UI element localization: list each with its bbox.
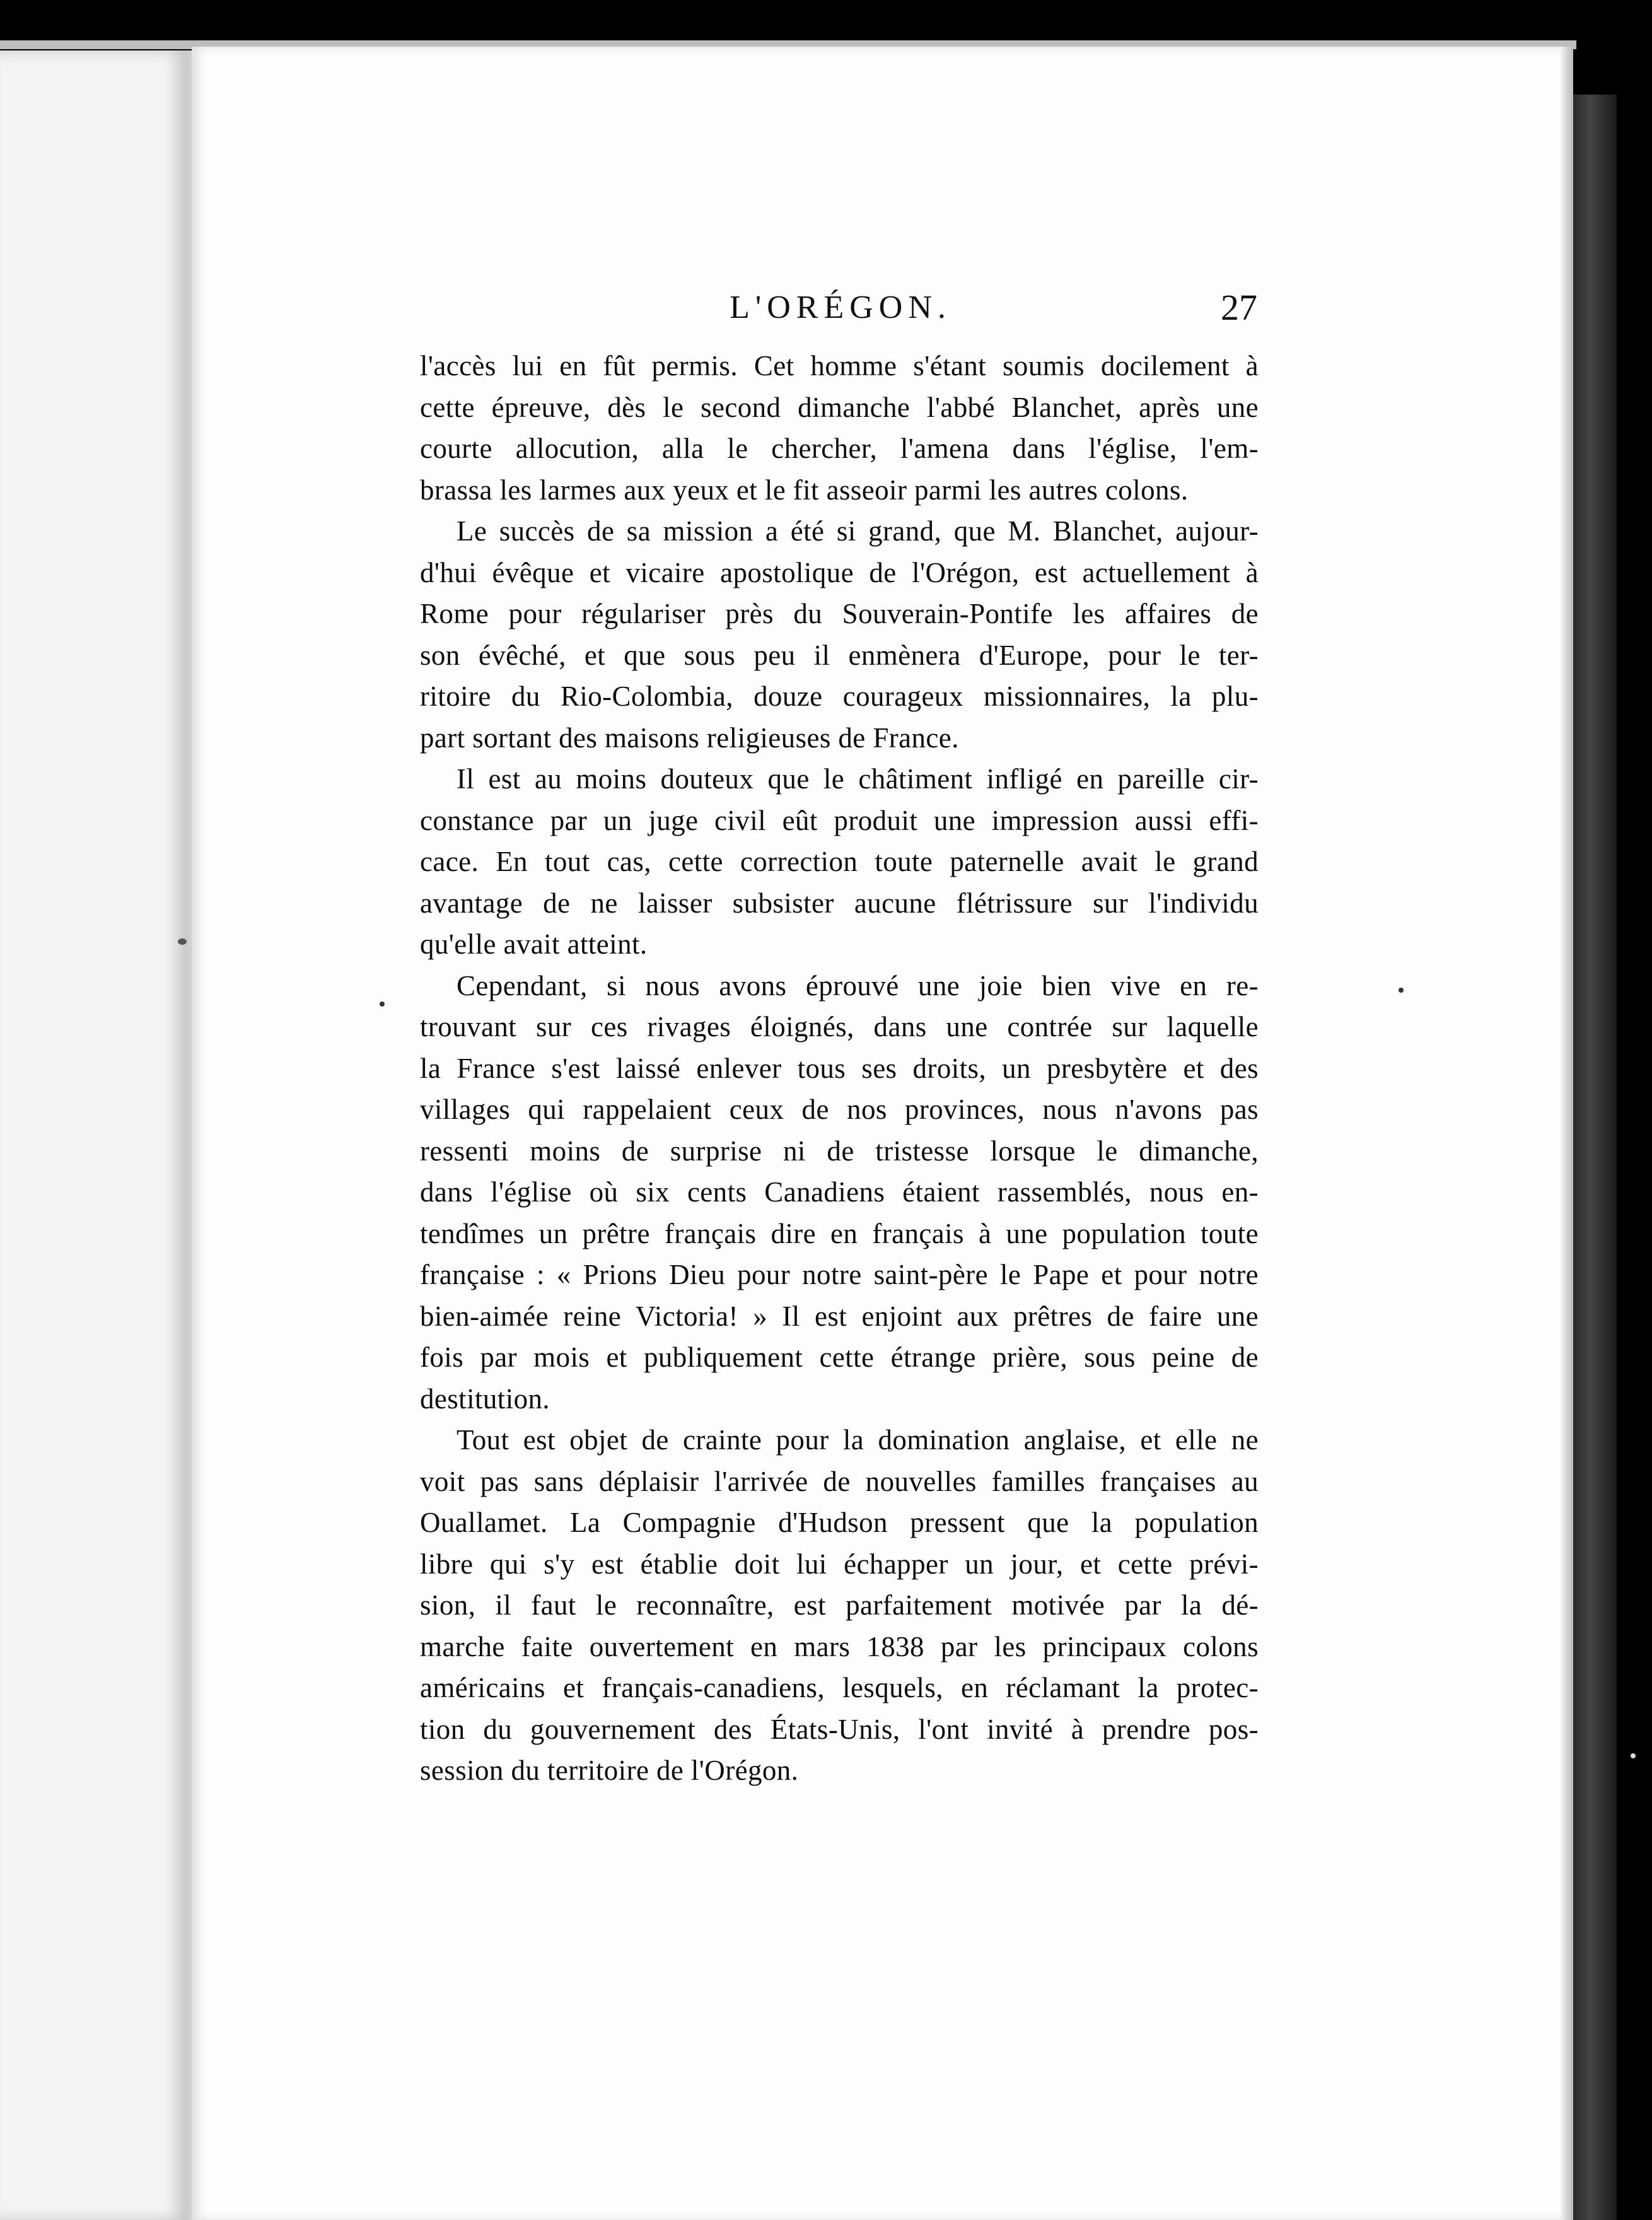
text-line: courte allocution, alla le chercher, l'amena dans l'église, l'em- bbox=[420, 433, 1259, 464]
paragraph bbox=[420, 1420, 1259, 1792]
page-number: 27 bbox=[1221, 287, 1257, 328]
paragraph bbox=[420, 759, 1259, 966]
text-line: voit pas sans déplaisir l'arrivée de nouvelles familles françaises au bbox=[420, 1465, 1259, 1497]
text-line: Il est au moins douteux que le châtiment infligé en pareille cir- bbox=[457, 763, 1259, 795]
left-page-margin bbox=[0, 50, 192, 2220]
paragraph bbox=[420, 346, 1259, 511]
text-line: bien-aimée reine Victoria! » Il est enjoint aux prêtres de faire une bbox=[420, 1300, 1259, 1332]
text-line: Rome pour régulariser près du Souverain-Pontife les affaires de bbox=[420, 598, 1259, 629]
page-right-edge bbox=[1561, 47, 1573, 2220]
book-fore-edge bbox=[1573, 95, 1617, 2220]
text-line: cette épreuve, dès le second dimanche l'abbé Blanchet, après une bbox=[420, 391, 1259, 423]
text-line: part sortant des maisons religieuses de France. bbox=[420, 722, 959, 754]
running-head-title: L'ORÉGON. bbox=[730, 289, 951, 325]
paragraph bbox=[420, 966, 1259, 1420]
text-line: ressenti moins de surprise ni de tristesse lorsque le dimanche, bbox=[420, 1135, 1259, 1167]
scan-speck bbox=[1399, 988, 1404, 993]
running-head bbox=[424, 289, 1257, 334]
text-line: française : « Prions Dieu pour notre saint-père le Pape et pour notre bbox=[420, 1259, 1259, 1290]
text-line: brassa les larmes aux yeux et le fit asseoir parmi les autres colons. bbox=[420, 474, 1189, 506]
text-line: qu'elle avait atteint. bbox=[420, 928, 648, 960]
text-line: villages qui rappelaient ceux de nos provinces, nous n'avons pas bbox=[420, 1094, 1259, 1125]
scan-speck bbox=[380, 1002, 385, 1007]
text-line: la France s'est laissé enlever tous ses droits, un presbytère et des bbox=[420, 1052, 1259, 1084]
text-line: constance par un juge civil eût produit une impression aussi effi- bbox=[420, 804, 1259, 836]
text-line: trouvant sur ces rivages éloignés, dans une contrée sur laquelle bbox=[420, 1011, 1259, 1043]
scan-speck bbox=[1631, 1753, 1636, 1758]
text-line: Tout est objet de crainte pour la domination anglaise, et elle ne bbox=[457, 1424, 1259, 1456]
text-line: son évêché, et que sous peu il enmènera d'Europe, pour le ter- bbox=[420, 639, 1259, 671]
text-line: destitution. bbox=[420, 1382, 550, 1415]
paragraph bbox=[420, 511, 1259, 759]
binding-mark bbox=[178, 938, 187, 945]
text-line: dans l'église où six cents Canadiens étaient rassemblés, nous en- bbox=[420, 1176, 1259, 1208]
text-line: Cependant, si nous avons éprouvé une joie bien vive en re- bbox=[457, 969, 1259, 1002]
text-line: tion du gouvernement des États-Unis, l'ont invité à prendre pos- bbox=[420, 1713, 1259, 1745]
text-line: Le succès de sa mission a été si grand, que M. Blanchet, aujour- bbox=[457, 515, 1259, 547]
text-line: session du territoire de l'Orégon. bbox=[420, 1755, 799, 1786]
text-line: tendîmes un prêtre français dire en français à une population toute bbox=[420, 1217, 1259, 1249]
text-line: avantage de ne laisser subsister aucune flétrissure sur l'individu bbox=[420, 887, 1259, 919]
body-text bbox=[420, 346, 1259, 1792]
text-line: ritoire du Rio-Colombia, douze courageux missionnaires, la plu- bbox=[420, 681, 1259, 712]
text-line: fois par mois et publiquement cette étrange prière, sous peine de bbox=[420, 1341, 1259, 1373]
text-line: d'hui évêque et vicaire apostolique de l'Orégon, est actuellement à bbox=[420, 556, 1259, 588]
text-line: américains et français-canadiens, lesquels, en réclamant la protec- bbox=[420, 1672, 1259, 1703]
text-line: marche faite ouvertement en mars 1838 par les principaux colons bbox=[420, 1630, 1259, 1662]
text-line: sion, il faut le reconnaître, est parfaitement motivée par la dé- bbox=[420, 1589, 1259, 1621]
text-line: libre qui s'y est établie doit lui échapper un jour, et cette prévi- bbox=[420, 1548, 1259, 1580]
text-line: l'accès lui en fût permis. Cet homme s'étant soumis docilement à bbox=[420, 350, 1259, 382]
text-line: Ouallamet. La Compagnie d'Hudson pressent que la population bbox=[420, 1507, 1259, 1538]
text-line: cace. En tout cas, cette correction toute paternelle avait le grand bbox=[420, 846, 1259, 877]
